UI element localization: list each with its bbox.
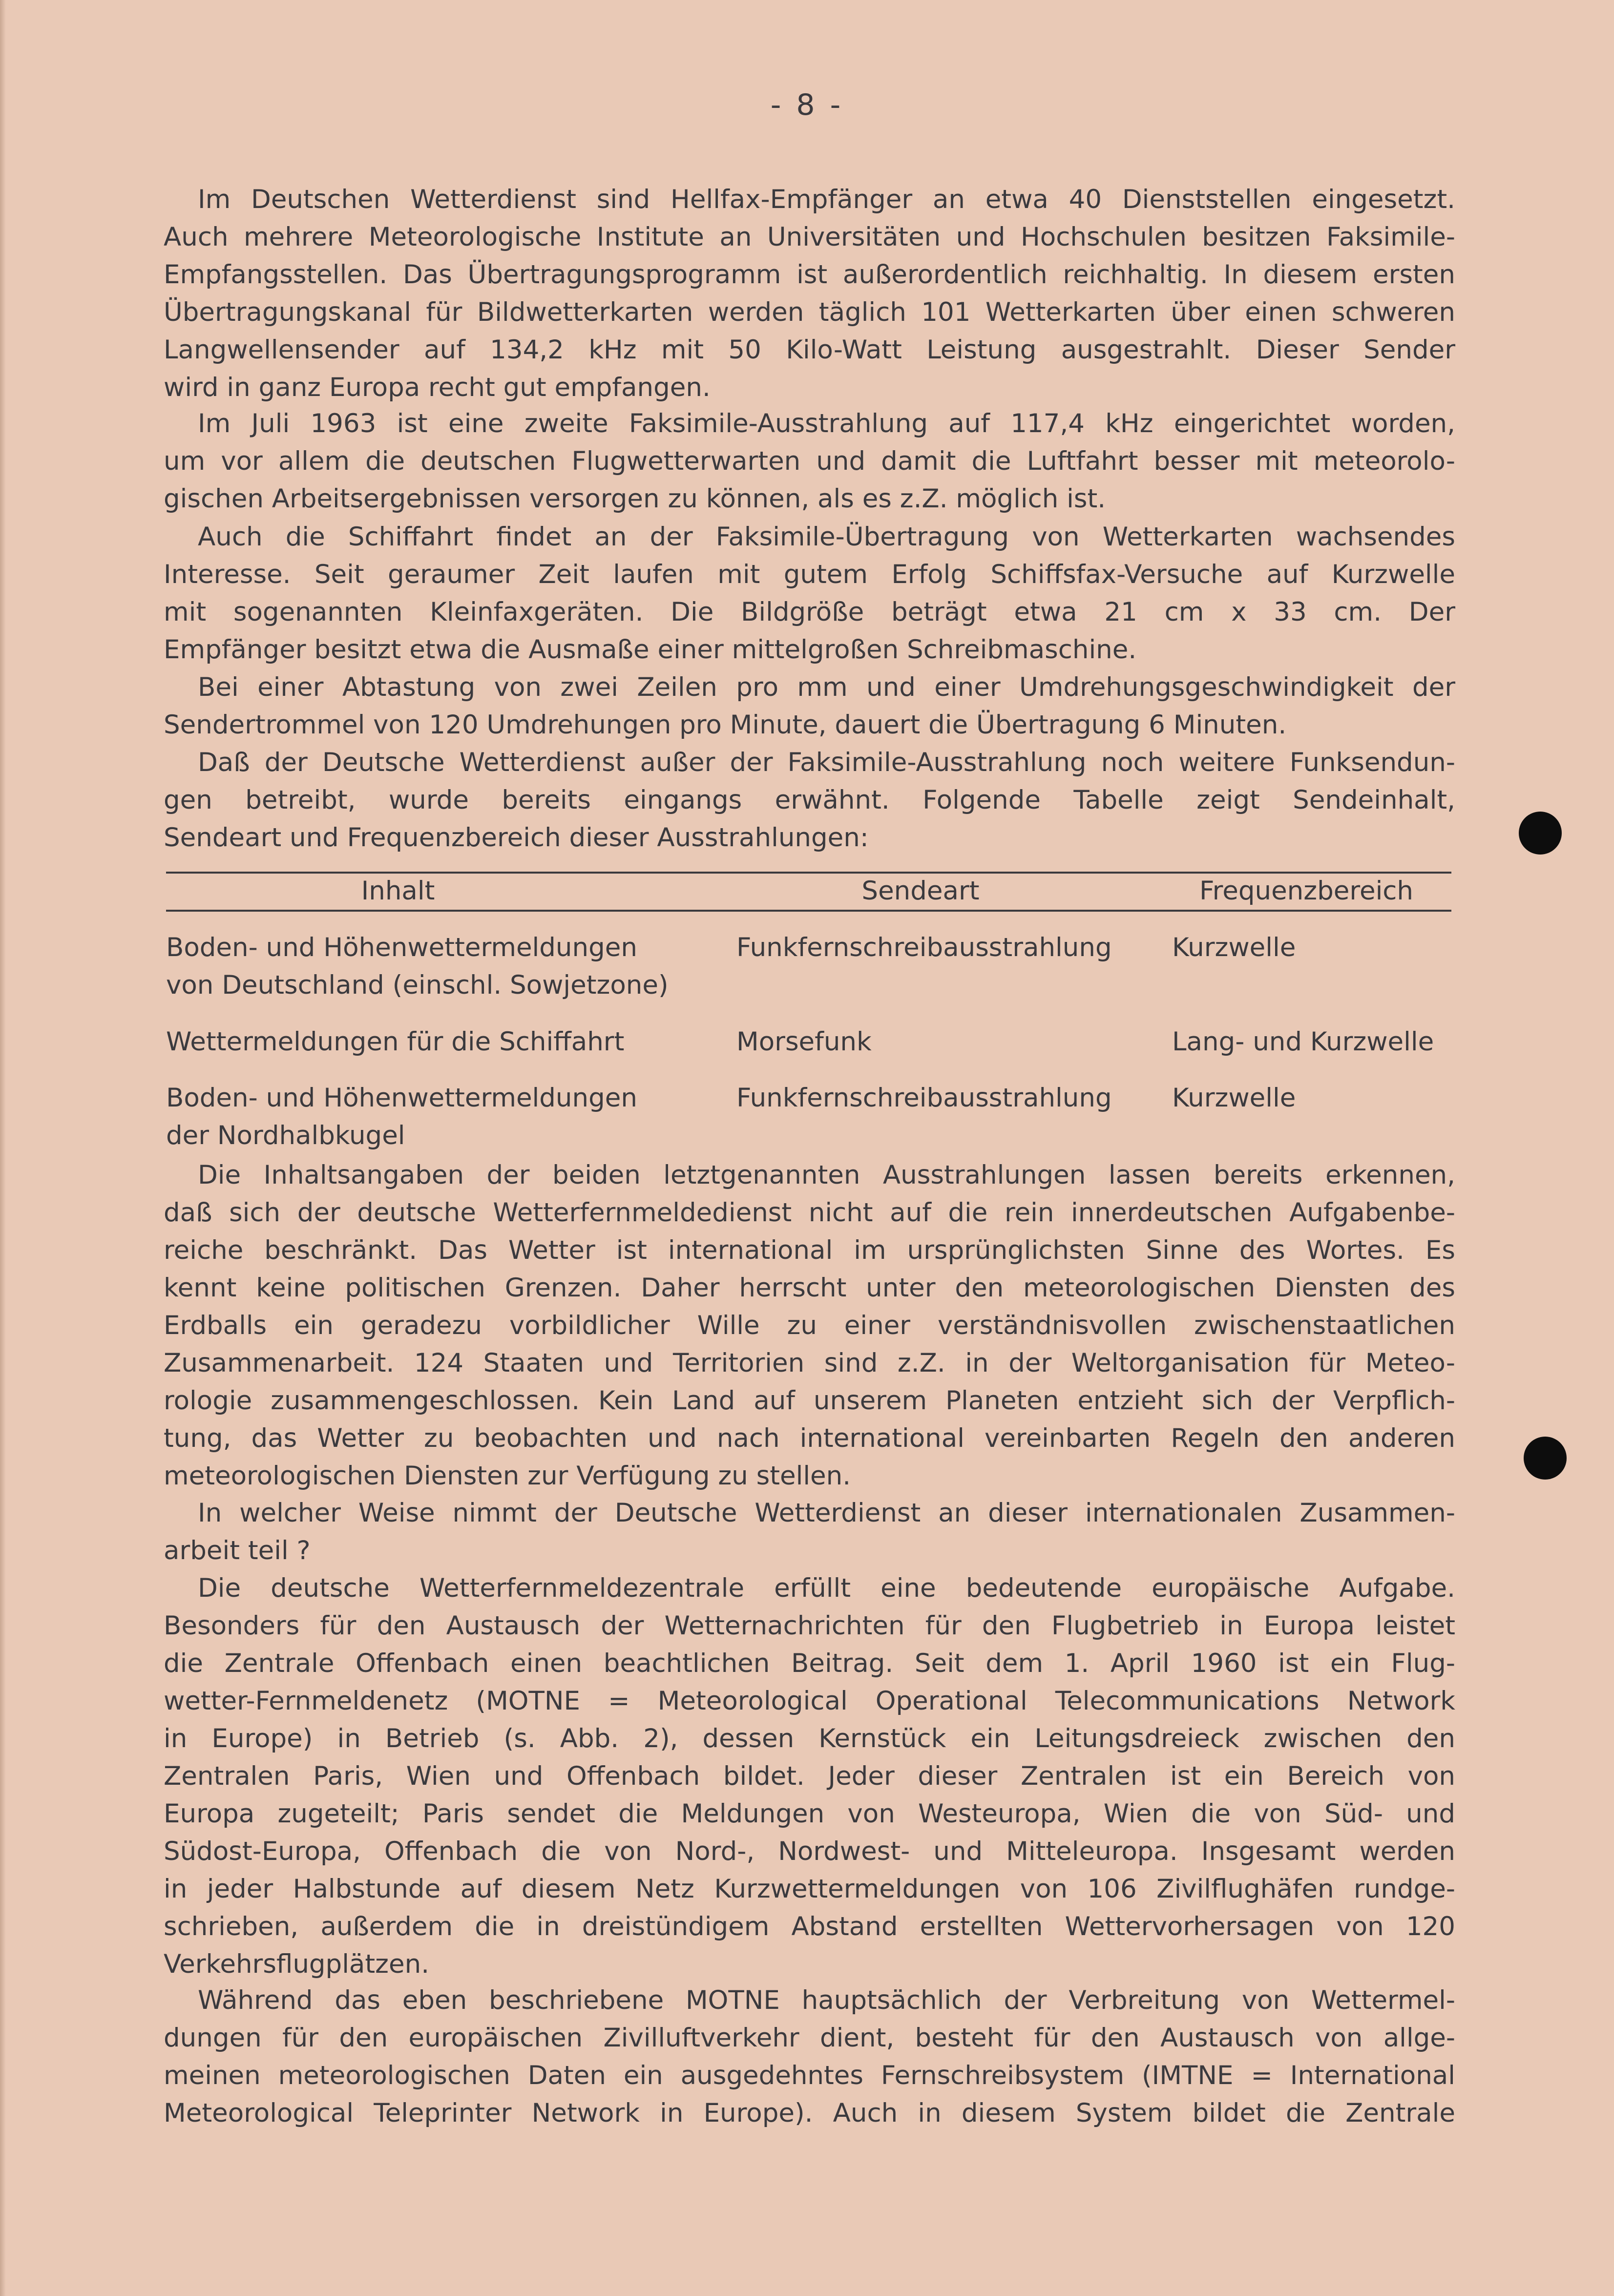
text-line: wetter-Fernmeldenetz (MOTNE = Meteorological Operational Telecommunications Network [164, 1686, 1455, 1716]
text-line: schrieben, außerdem die in dreistündigem Abstand erstellten Wettervorhersagen von 120 [164, 1912, 1455, 1941]
table-cell-frequenz: Kurzwelle [1172, 933, 1296, 962]
paragraph-abtastung [164, 668, 1455, 744]
text-line: Zentralen Paris, Wien und Offenbach bildet. Jeder dieser Zentralen ist ein Bereich von [164, 1761, 1455, 1791]
text-line: gischen Arbeitsergebnissen versorgen zu können, als es z.Z. möglich ist. [164, 484, 1106, 514]
text-line: Interesse. Seit geraumer Zeit laufen mit gutem Erfolg Schiffsfax-Versuche auf Kurzwelle [164, 560, 1455, 589]
text-line: meteorologischen Diensten zur Verfügung zu stellen. [164, 1461, 851, 1491]
table-header-frequenzbereich: Frequenzbereich [1199, 876, 1414, 906]
table-cell-inhalt [166, 1023, 624, 1061]
text-line: Langwellensender auf 134,2 kHz mit 50 Kilo-Watt Leistung ausgestrahlt. Dieser Sender [164, 335, 1455, 365]
text-line: Empfangsstellen. Das Übertragungsprogramm ist außerordentlich reichhaltig. In diesem ersten [164, 260, 1455, 290]
text-line: Die Inhaltsangaben der beiden letztgenannten Ausstrahlungen lassen bereits erkennen, [198, 1160, 1455, 1190]
table-rule-top [166, 872, 1451, 874]
cell-line: von Deutschland (einschl. Sowjetzone) [166, 970, 669, 1000]
text-line: Im Deutschen Wetterdienst sind Hellfax-Empfänger an etwa 40 Dienststellen eingesetzt. [198, 185, 1455, 214]
text-line: Erdballs ein geradezu vorbildlicher Wille zu einer verständnisvollen zwischenstaatlichen [164, 1311, 1455, 1340]
text-line: Auch mehrere Meteorologische Institute an Universitäten und Hochschulen besitzen Faksimile- [164, 222, 1455, 252]
text-line: kennt keine politischen Grenzen. Daher herrscht unter den meteorologischen Diensten des [164, 1273, 1455, 1303]
punch-hole [1524, 1437, 1567, 1480]
text-line: Verkehrsflugplätzen. [164, 1949, 430, 1979]
text-line: Meteorological Teleprinter Network in Europe). Auch in diesem System bildet die Zentrale [164, 2098, 1455, 2128]
paragraph-funksendungen [164, 744, 1455, 856]
text-line: Europa zugeteilt; Paris sendet die Meldungen von Westeuropa, Wien die von Süd- und [164, 1799, 1455, 1829]
text-line: Sendertrommel von 120 Umdrehungen pro Minute, dauert die Übertragung 6 Minuten. [164, 710, 1287, 740]
cell-line: der Nordhalbkugel [166, 1121, 405, 1150]
text-line: arbeit teil ? [164, 1536, 311, 1565]
paragraph-schiffahrt [164, 518, 1455, 668]
text-line: Empfänger besitzt etwa die Ausmaße einer mittelgroßen Schreibmaschine. [164, 635, 1137, 665]
paragraph-question [164, 1494, 1455, 1569]
table-rule-header [166, 910, 1451, 912]
text-line: Während das eben beschriebene MOTNE hauptsächlich der Verbreitung von Wettermel- [198, 1985, 1455, 2015]
text-line: Auch die Schiffahrt findet an der Faksimile-Übertragung von Wetterkarten wachsendes [198, 522, 1455, 552]
table-cell-frequenz: Lang- und Kurzwelle [1172, 1027, 1434, 1057]
cell-line: Wettermeldungen für die Schiffahrt [166, 1027, 625, 1057]
page-number: - 8 - [770, 88, 844, 122]
text-line: die Zentrale Offenbach einen beachtlichen Beitrag. Seit dem 1. April 1960 ist ein Flug- [164, 1649, 1455, 1678]
text-line: Die deutsche Wetterfernmeldezentrale erfüllt eine bedeutende europäische Aufgabe. [198, 1573, 1455, 1603]
page-edge [0, 0, 6, 2296]
table-cell-sendeart: Morsefunk [736, 1027, 872, 1057]
text-line: reiche beschränkt. Das Wetter ist international im ursprünglichsten Sinne des Wortes. Es [164, 1235, 1455, 1265]
text-line: Daß der Deutsche Wetterdienst außer der Faksimile-Ausstrahlung noch weitere Funksendun- [198, 748, 1455, 777]
text-line: Sendeart und Frequenzbereich dieser Ausstrahlungen: [164, 823, 869, 853]
table-cell-frequenz: Kurzwelle [1172, 1083, 1296, 1113]
paragraph-hellfax [164, 181, 1455, 406]
paragraph-motne [164, 1569, 1455, 1983]
text-line: rologie zusammengeschlossen. Kein Land auf unserem Planeten entzieht sich der Verpflich- [164, 1386, 1455, 1416]
table-cell-inhalt [166, 929, 669, 1004]
text-line: mit sogenannten Kleinfaxgeräten. Die Bildgröße beträgt etwa 21 cm x 33 cm. Der [164, 597, 1455, 627]
text-line: Im Juli 1963 ist eine zweite Faksimile-Ausstrahlung auf 117,4 kHz eingerichtet worden, [198, 409, 1455, 438]
paragraph-imtne [164, 1982, 1455, 2132]
text-line: tung, das Wetter zu beobachten und nach international vereinbarten Regeln den anderen [164, 1423, 1455, 1453]
text-line: wird in ganz Europa recht gut empfangen. [164, 373, 711, 402]
table-header-inhalt: Inhalt [361, 876, 435, 906]
paragraph-international [164, 1156, 1455, 1495]
cell-line: Boden- und Höhenwettermeldungen [166, 933, 637, 962]
text-line: um vor allem die deutschen Flugwetterwarten und damit die Luftfahrt besser mit meteorolo- [164, 446, 1455, 476]
table-header-sendeart: Sendeart [861, 876, 980, 906]
text-line: daß sich der deutsche Wetterfernmeldedienst nicht auf die rein innerdeutschen Aufgabenbe- [164, 1198, 1455, 1228]
text-line: Übertragungskanal für Bildwetterkarten werden täglich 101 Wetterkarten über einen schweren [164, 297, 1455, 327]
text-line: in jeder Halbstunde auf diesem Netz Kurzwettermeldungen von 106 Zivilflughäfen rundge- [164, 1874, 1455, 1904]
table-cell-sendeart: Funkfernschreibausstrahlung [736, 933, 1112, 962]
text-line: meinen meteorologischen Daten ein ausgedehntes Fernschreibsystem (IMTNE = International [164, 2061, 1455, 2090]
table-cell-sendeart: Funkfernschreibausstrahlung [736, 1083, 1112, 1113]
cell-line: Boden- und Höhenwettermeldungen [166, 1083, 637, 1113]
text-line: Zusammenarbeit. 124 Staaten und Territorien sind z.Z. in der Weltorganisation für Meteo- [164, 1348, 1455, 1378]
text-line: dungen für den europäischen Zivilluftverkehr dient, besteht für den Austausch von allge- [164, 2023, 1455, 2053]
text-line: in Europe) in Betrieb (s. Abb. 2), dessen Kernstück ein Leitungsdreieck zwischen den [164, 1724, 1455, 1753]
text-line: In welcher Weise nimmt der Deutsche Wetterdienst an dieser internationalen Zusammen- [198, 1498, 1455, 1528]
text-line: Südost-Europa, Offenbach die von Nord-, Nordwest- und Mitteleuropa. Insgesamt werden [164, 1837, 1455, 1866]
paragraph-juli-1963 [164, 405, 1455, 518]
punch-hole [1519, 812, 1562, 855]
text-line: Bei einer Abtastung von zwei Zeilen pro mm und einer Umdrehungsgeschwindigkeit der [198, 672, 1455, 702]
text-line: Besonders für den Austausch der Wetternachrichten für den Flugbetrieb in Europa leistet [164, 1611, 1455, 1641]
table-cell-inhalt [166, 1079, 637, 1154]
text-line: gen betreibt, wurde bereits eingangs erwähnt. Folgende Tabelle zeigt Sendeinhalt, [164, 785, 1455, 815]
